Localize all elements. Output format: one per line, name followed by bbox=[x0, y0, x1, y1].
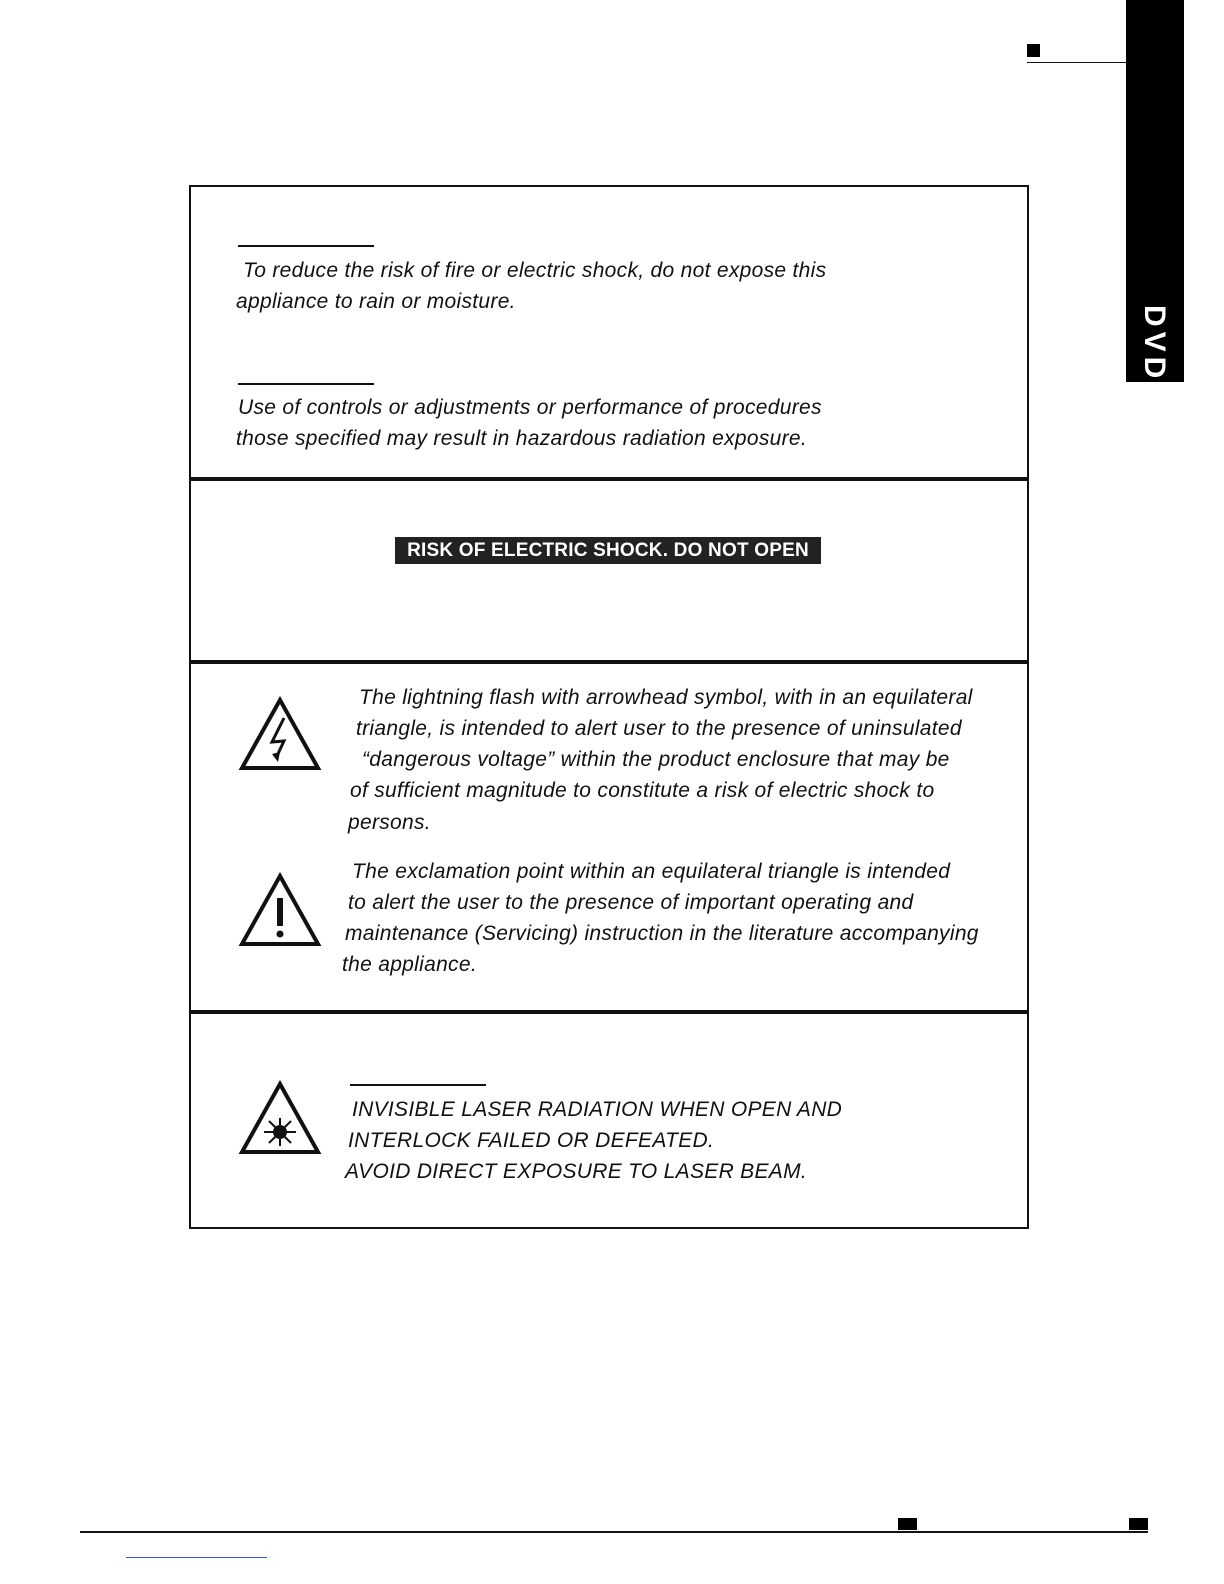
laser-triangle-icon bbox=[238, 1080, 322, 1156]
caution-line-2: those specified may result in hazardous radiation exposure. bbox=[236, 427, 808, 450]
laser-line-1: INVISIBLE LASER RADIATION WHEN OPEN AND bbox=[352, 1098, 843, 1121]
laser-heading-rule bbox=[350, 1084, 486, 1086]
exclamation-line-2: to alert the user to the presence of important operating and bbox=[348, 891, 914, 914]
warning-line-1: To reduce the risk of fire or electric shock, do not expose this bbox=[243, 259, 827, 282]
laser-line-2: INTERLOCK FAILED OR DEFEATED. bbox=[348, 1129, 715, 1152]
exclamation-line-3: maintenance (Servicing) instruction in the literature accompanying bbox=[345, 922, 979, 945]
footer-marker-right bbox=[1129, 1518, 1148, 1530]
lightning-line-1: The lightning flash with arrowhead symbol, with in an equilateral bbox=[359, 686, 973, 709]
lightning-line-3: “dangerous voltage” within the product enclosure that may be bbox=[362, 748, 950, 771]
warning-heading-rule bbox=[238, 245, 374, 247]
caution-heading-rule bbox=[238, 383, 374, 385]
lightning-line-2: triangle, is intended to alert user to the presence of uninsulated bbox=[356, 717, 962, 740]
lightning-line-4: of sufficient magnitude to constitute a risk of electric shock to bbox=[350, 779, 935, 802]
shock-box bbox=[189, 477, 1029, 664]
laser-line-3: AVOID DIRECT EXPOSURE TO LASER BEAM. bbox=[345, 1160, 808, 1183]
shock-banner: RISK OF ELECTRIC SHOCK. DO NOT OPEN bbox=[395, 537, 821, 564]
lightning-triangle-icon bbox=[238, 696, 322, 772]
exclamation-line-1: The exclamation point within an equilateral triangle is intended bbox=[352, 860, 951, 883]
side-tab-label: DVD bbox=[1138, 305, 1171, 384]
footer-link-rule[interactable] bbox=[126, 1557, 267, 1558]
caution-line-1: Use of controls or adjustments or performance of procedures bbox=[238, 396, 822, 419]
footer-rule bbox=[80, 1531, 1148, 1533]
header-square-marker bbox=[1027, 44, 1040, 57]
footer-marker-left bbox=[898, 1518, 917, 1530]
header-rule bbox=[1027, 62, 1126, 63]
warning-line-2: appliance to rain or moisture. bbox=[236, 290, 516, 313]
lightning-line-5: persons. bbox=[348, 811, 431, 834]
exclamation-line-4: the appliance. bbox=[342, 953, 477, 976]
exclamation-triangle-icon bbox=[238, 872, 322, 948]
